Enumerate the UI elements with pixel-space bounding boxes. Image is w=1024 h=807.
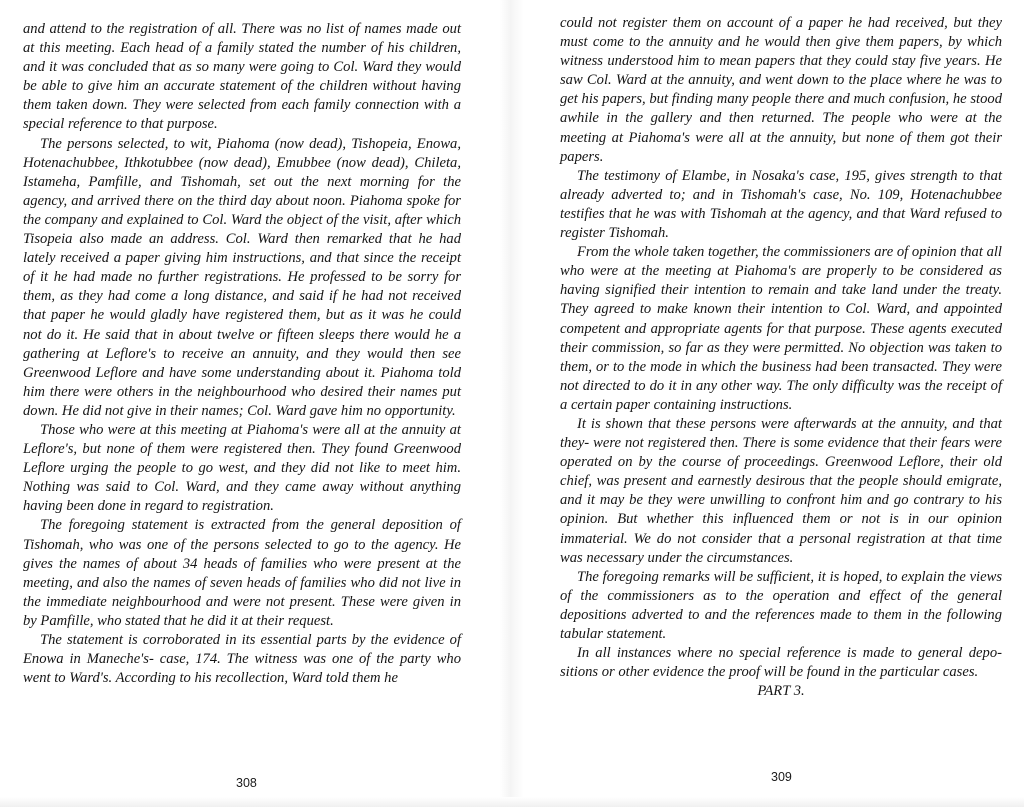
section-heading: PART 3. xyxy=(757,683,805,700)
left-page-body xyxy=(23,20,461,688)
paragraph: The persons selected, to wit, Piahoma (now dead), Tishopeia, Enowa, Hotenachubbee, Ithkotubbee (now dead), Emubbee (now dead), Chileta, Istameha, Pamfille, and Tishomah, set out the next morning for the agency, and arrived there on the third day about noon. Piahoma spoke for the company and explained to Col. Ward the object of the visit, after which Tisopeia also made an address. Col. Ward then remarked that he had lately received a paper giving him instructions, and that since the receipt of it he had made no further registrations. He professed to be sorry for them, as they had come a long distance, and said if he had not received that paper he would gladly have registered them, but as it was he could not do it. He said that in about twelve or fifteen sleeps there would he a gathering at Leflore's to receive an annuity, and they would then see Greenwood Leflore and have some understanding about it. Piahoma told him there were others in the neighbourhood who desired their names put down. He did not give in their names; Col. Ward gave him no opportunity. xyxy=(23,135,461,419)
left-page xyxy=(0,0,508,807)
paragraph: and attend to the registration of all. There was no list of names made out at this meeting. Each head of a family stated the number of his children, and it was concluded that as so many were going to Col. Ward they would be able to give him an accurate statement of the children without having them taken down. They were selected from each family connection with a special reference to that purpose. xyxy=(23,21,461,133)
page-bottom-edge xyxy=(0,797,1024,807)
paragraph: The testimony of Elambe, in Nosaka's case, 195, gives strength to that already adverted to; and in Tishomah's case, No. 109, Hotenachubbee testifies that he was with Tishomah at the agency, and that Ward refused to register Tishomah. xyxy=(560,167,1002,242)
paragraph: In all instances where no special reference is made to general depositions or other evidence the proof will be found in the particular cases. xyxy=(560,645,1002,681)
page-number-left: 308 xyxy=(236,776,257,790)
book-gutter xyxy=(500,0,524,807)
paragraph: From the whole taken together, the commissioners are of opinion that all who were at the meeting at Piahoma's are properly to be considered as having signified their intention to remain and take land under the treaty. They agreed to make known their intention to Col. Ward, and appointed competent and appropriate agents for that purpose. These agents executed their commission, so far as they were permitted. No objection was taken to them, or to the mode in which the business had been transacted. They were not directed to do it in any other way. The only difficulty was the receipt of a certain paper containing instructions. xyxy=(560,244,1002,413)
paragraph: could not register them on account of a paper he had received, but they must come to the annuity and he would then give them papers, by which witness understood him to mean papers that they could stay five years. He saw Col. Ward at the annuity, and went down to the place where he was to get his papers, but finding many people there and much confusion, he stood awhile in the gallery and then returned. The people who were at the meeting at Piahoma's were all at the annuity, but none of them got their papers. xyxy=(560,15,1002,165)
right-page-body xyxy=(560,14,1002,701)
paragraph: The foregoing remarks will be sufficient, it is hoped, to explain the views of the commissioners as to the operation and effect of the general depositions adverted to and the references made to them in the following tabular statement. xyxy=(560,568,1002,642)
paragraph: It is shown that these persons were afterwards at the annuity, and that they- were not registered then. There is some evidence that their fears were operated on by the course of proceedings. Greenwood Leflore, their old chief, was present and earnestly desirous that the people should emigrate, and it may be they were unwilling to confront him and go contrary to his opinion. But whether this influenced them or not is in our opinion immaterial. We do not consider that a personal registration at that time was necessary under the circumstances. xyxy=(560,415,1002,566)
paragraph: Those who were at this meeting at Piahoma's were all at the annuity at Leflore's, but none of them were registered then. They found Greenwood Leflore urging the people to go west, and they did not like to meet him. Nothing was said to Col. Ward, and they came away without anything having been done in regard to registration. xyxy=(23,421,461,515)
paragraph: The statement is corroborated in its essential parts by the evidence of Enowa in Maneche's- case, 174. The witness was one of the party who went to Ward's. According to his recollection, Ward told them he xyxy=(23,632,461,687)
paragraph: The foregoing statement is extracted from the general deposition of Tishomah, who was one of the persons selected to go to the agency. He gives the names of about 34 heads of families who were present at the meeting, and also the names of seven heads of families who did not live in the immediate neighbourhood and were not present. These were given in by Pamfille, who stated that he did it at their request. xyxy=(23,517,461,629)
page-number-right: 309 xyxy=(771,770,792,784)
right-page xyxy=(512,0,1024,807)
